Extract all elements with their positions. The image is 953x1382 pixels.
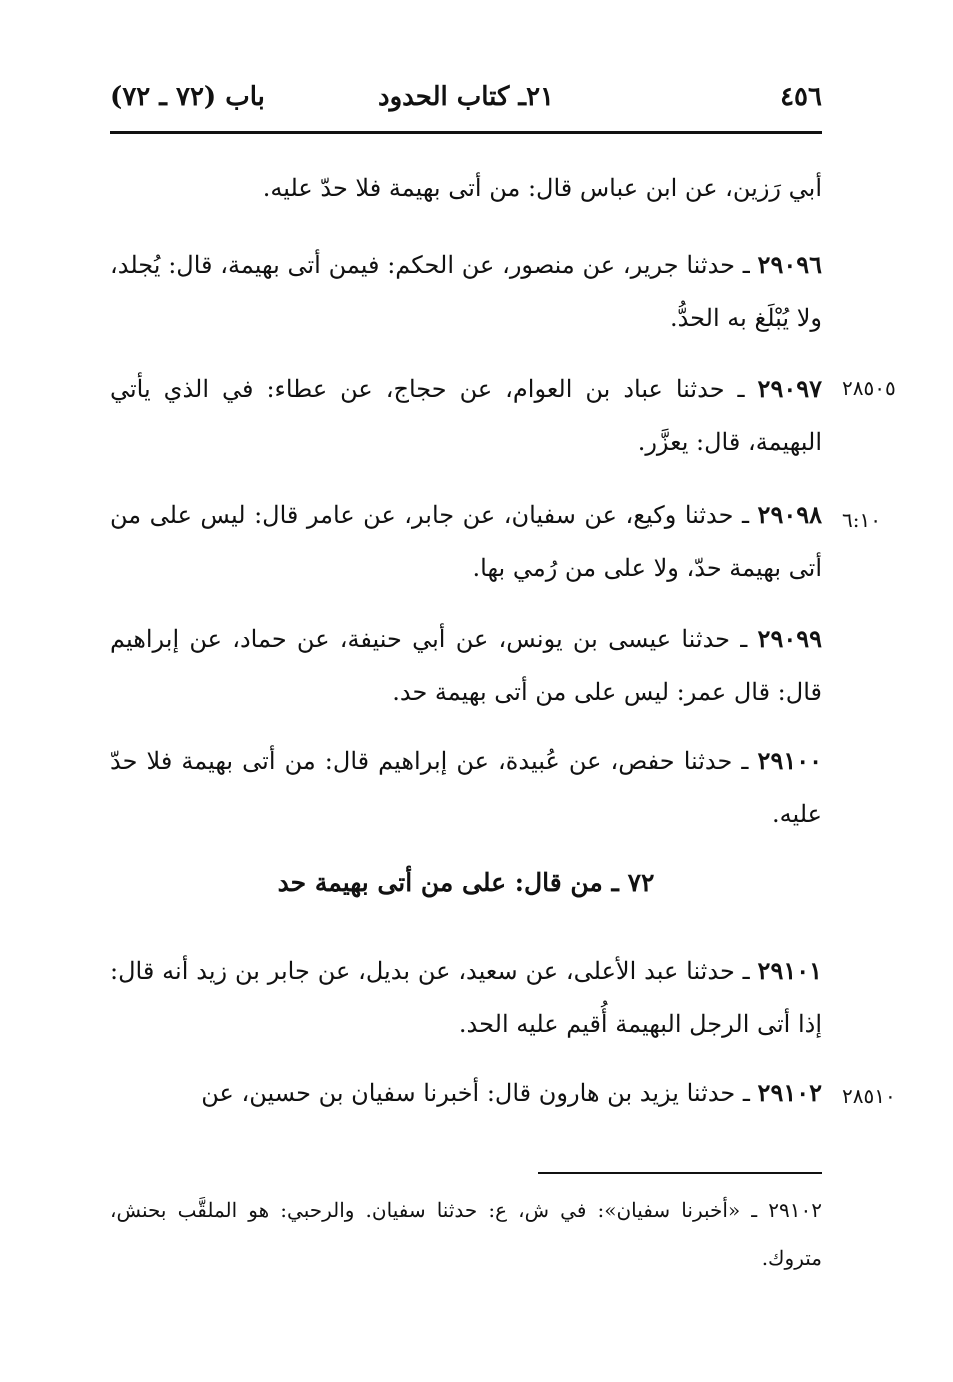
entry-text: ـ حدثنا عيسى بن يونس، عن أبي حنيفة، عن حماد، عن إبراهيم قال: قال عمر: ليس على من أتى بهيمة حد.	[110, 625, 822, 706]
hadith-entry-29096	[110, 238, 822, 345]
page-number: ٤٥٦	[780, 82, 822, 112]
section-heading: ٧٢ ـ من قال: على من أتى بهيمة حد	[277, 868, 655, 897]
hadith-entry-29099	[110, 612, 822, 719]
entry-number: ٢٩١٠١	[757, 956, 822, 985]
entry-text: ـ حدثنا يزيد بن هارون قال: أخبرنا سفيان بن حسين، عن	[201, 1079, 758, 1107]
entry-number: ٢٩٠٩٨	[757, 500, 822, 529]
hadith-entry-29102	[110, 1066, 822, 1120]
entry-text: أبي رَزين، عن ابن عباس قال: من أتى بهيمة فلا حدّ عليه.	[262, 174, 822, 202]
entry-number: ٢٩٠٩٦	[757, 250, 822, 279]
entry-number: ٢٩٠٩٧	[757, 374, 822, 403]
entry-text: ـ حدثنا عباد بن العوام، عن حجاج، عن عطاء: في الذي يأتي البهيمة، قال: يعزَّر.	[110, 375, 822, 456]
entry-number: ٢٩١٠٢	[757, 1078, 822, 1107]
hadith-entry-29097	[110, 362, 822, 469]
hadith-entry-continuation	[110, 162, 822, 215]
entry-text: ـ حدثنا جرير، عن منصور، عن الحكم: فيمن أتى بهيمة، قال: يُجلد، ولا يُبْلَغ به الحدُّ.	[110, 251, 822, 332]
hadith-entry-29101	[110, 944, 822, 1051]
entry-text: ـ حدثنا حفص، عن عُبيدة، عن إبراهيم قال: من أتى بهيمة فلا حدّ عليه.	[110, 747, 822, 828]
footnote-rule	[538, 1172, 822, 1174]
hadith-entry-29100	[110, 734, 822, 841]
margin-reference: ٦:١٠	[842, 508, 881, 532]
entry-text: ـ حدثنا عبد الأعلى، عن سعيد، عن بديل، عن جابر بن زيد أنه قال: إذا أتى الرجل البهيمة أُقيم عليه الحد.	[110, 957, 822, 1038]
hadith-entry-29098	[110, 488, 822, 595]
page-header	[110, 82, 822, 132]
entry-number: ٢٩٠٩٩	[757, 624, 822, 653]
margin-reference: ٢٨٥٠٥	[842, 376, 896, 400]
entry-number: ٢٩١٠٠	[757, 746, 822, 775]
chapter-range: باب (٧٢ ـ ٧٢)	[110, 82, 265, 112]
margin-reference: ٢٨٥١٠	[842, 1084, 896, 1108]
book-title: ٢١ـ كتاب الحدود	[378, 82, 554, 112]
footnote: ٢٩١٠٢ ـ «أخبرنا سفيان»: في ش، ع: حدثنا سفيان. والرحبي: هو الملقَّب بحنش، متروك.	[110, 1198, 822, 1270]
entry-text: ـ حدثنا وكيع، عن سفيان، عن جابر، عن عامر قال: ليس على من أتى بهيمة حدّ، ولا على من رُمي بها.	[110, 501, 822, 582]
header-rule	[110, 131, 822, 134]
